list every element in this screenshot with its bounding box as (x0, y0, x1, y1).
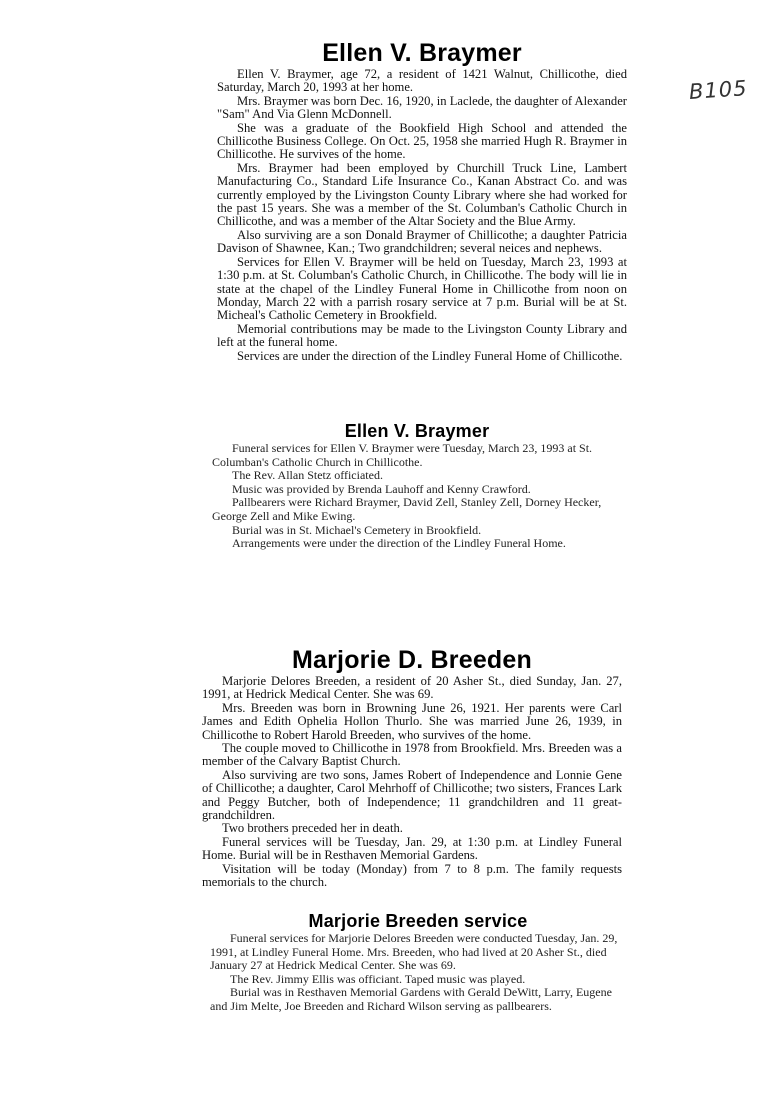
paragraph: The couple moved to Chillicothe in 1978 from Brookfield. Mrs. Breeden was a member of the Calvary Baptist Church. (202, 741, 622, 769)
paragraph: Memorial contributions may be made to the Livingston County Library and left at the funeral home. (217, 321, 627, 350)
funeral-notice-clipping-breeden (210, 910, 626, 1014)
paragraph: Funeral services will be Tuesday, Jan. 29, at 1:30 p.m. at Lindley Funeral Home. Burial will be in Resthaven Memorial Gardens. (202, 834, 622, 863)
paragraph: Two brothers preceded her in death. (222, 821, 403, 836)
paragraph: Funeral services for Ellen V. Braymer were Tuesday, March 23, 1993 at St. Columban's Catholic Church in Chillicothe. (212, 441, 593, 469)
paragraph: Mrs. Braymer had been employed by Churchill Truck Line, Lambert Manufacturing Co., Standard Life Insurance Co., Kanan Abstract Co. and was currently employed by the Livingston County Library where she had worked for the past 15 years. She was a member of the St. Columban's Catholic Church in Chillicothe, and was a member of the Altar Society and the Blue Army. (217, 160, 627, 229)
paragraph: Marjorie Delores Breeden, a resident of 20 Asher St., died Sunday, Jan. 27, 1991, at Hedrick Medical Center. She was 69. (202, 674, 622, 702)
paragraph: Services are under the direction of the Lindley Funeral Home of Chillicothe. (237, 348, 623, 363)
paragraph: The Rev. Jimmy Ellis was officiant. Taped music was played. (230, 971, 526, 986)
obituary-body (202, 675, 622, 890)
paragraph: The Rev. Allan Stetz officiated. (232, 468, 383, 483)
obituary-title: Ellen V. Braymer (322, 39, 522, 67)
obituary-clipping-braymer (217, 38, 627, 363)
paragraph: Ellen V. Braymer, age 72, a resident of 1421 Walnut, Chillicothe, died Saturday, March 20, 1993 at her home. (217, 67, 627, 95)
paragraph: Burial was in Resthaven Memorial Gardens with Gerald DeWitt, Larry, Eugene and Jim Melte, Joe Breeden and Richard Wilson serving as pallbearers. (210, 985, 612, 1013)
funeral-notice-clipping-braymer (212, 420, 622, 551)
obituary-body (210, 932, 626, 1014)
paragraph: Also surviving are a son Donald Braymer of Chillicothe; a daughter Patricia Davison of Shawnee, Kan.; Two grandchildren; several neices and nephews. (217, 227, 627, 256)
handwritten-note: B105 (688, 75, 749, 105)
paragraph: Funeral services for Marjorie Delores Breeden were conducted Tuesday, Jan. 29, 1991, at Lindley Funeral Home. Mrs. Breeden, who had lived at 20 Asher St., died January 27 at Hedrick Medical Center. She was 69. (210, 931, 618, 973)
paragraph: Mrs. Breeden was born in Browning June 26, 1921. Her parents were Carl James and Edith Ophelia Hollon Thurlo. She was married June 26, 1939, in Chillicothe to Robert Harold Breeden, who survives of the home. (202, 700, 622, 742)
paragraph: Music was provided by Brenda Lauhoff and Kenny Crawford. (232, 481, 531, 496)
obituary-body (217, 68, 627, 363)
paragraph: Also surviving are two sons, James Robert of Independence and Lonnie Gene of Chillicothe; a daughter, Carol Mehrhoff of Chillicothe; two sisters, Frances Lark and Peggy Butcher, both of Independence; 11 grandchildren and 11 great-grandchildren. (202, 767, 622, 823)
obituary-title: Marjorie Breeden service (308, 911, 528, 931)
paragraph: Arrangements were under the direction of the Lindley Funeral Home. (232, 536, 566, 551)
paragraph: Burial was in St. Michael's Cemetery in Brookfield. (232, 522, 482, 537)
paragraph: Services for Ellen V. Braymer will be held on Tuesday, March 23, 1993 at 1:30 p.m. at St. Columban's Catholic Church, in Chillicothe. The body will lie in state at the chapel of the Lindley Funeral Home in Chillicothe from noon on Monday, March 22 with a parrish rosary service at 7 p.m. Burial will be at St. Micheal's Catholic Cemetery in Brookfield. (217, 254, 627, 323)
paragraph: She was a graduate of the Bookfield High School and attended the Chillicothe Business College. On Oct. 25, 1958 she married Hugh R. Braymer in Chillicothe. He survives of the home. (217, 120, 627, 162)
obituary-title: Marjorie D. Breeden (292, 646, 532, 674)
obituary-body (212, 442, 622, 551)
obituary-clipping-breeden (202, 645, 622, 890)
paragraph: Pallbearers were Richard Braymer, David Zell, Stanley Zell, Dorney Hecker, George Zell and Mike Ewing. (212, 495, 602, 523)
obituary-title: Ellen V. Braymer (344, 421, 490, 441)
paragraph: Visitation will be today (Monday) from 7 to 8 p.m. The family requests memorials to the church. (202, 861, 622, 890)
paragraph: Mrs. Braymer was born Dec. 16, 1920, in Laclede, the daughter of Alexander "Sam" And Via Glenn McDonnell. (217, 93, 627, 122)
